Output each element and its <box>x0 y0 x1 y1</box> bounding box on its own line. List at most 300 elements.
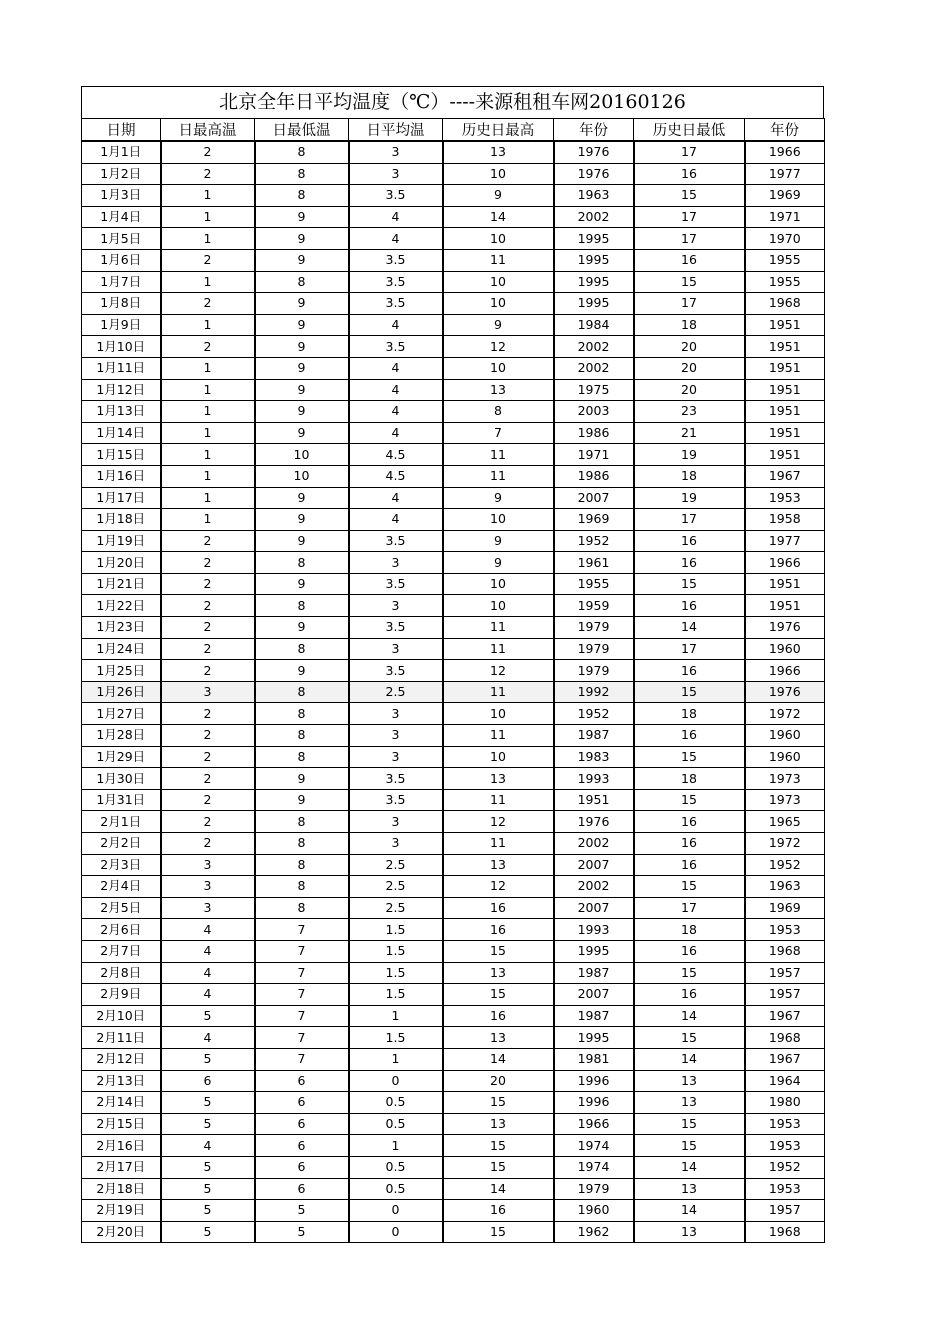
record-high-year-cell: 1975 <box>554 379 634 401</box>
table-row <box>82 336 825 358</box>
record-low-year-cell: 1968 <box>745 940 825 962</box>
daily-high-cell: 5 <box>161 1092 255 1114</box>
date-cell: 2月1日 <box>82 811 161 833</box>
date-cell: 2月16日 <box>82 1135 161 1157</box>
record-low-cell: 15 <box>634 1113 745 1135</box>
record-low-year-cell: 1955 <box>745 271 825 293</box>
daily-high-cell: 1 <box>161 509 255 531</box>
date-cell: 1月9日 <box>82 314 161 336</box>
daily-low-cell: 8 <box>255 703 349 725</box>
daily-high-cell: 5 <box>161 1005 255 1027</box>
date-cell: 2月6日 <box>82 919 161 941</box>
record-high-cell: 13 <box>443 962 554 984</box>
record-high-cell: 14 <box>443 206 554 228</box>
table-body <box>82 141 825 1243</box>
date-cell: 2月14日 <box>82 1092 161 1114</box>
record-high-cell: 11 <box>443 789 554 811</box>
record-high-cell: 11 <box>443 465 554 487</box>
table-row <box>82 1200 825 1222</box>
date-cell: 1月28日 <box>82 725 161 747</box>
record-low-cell: 16 <box>634 249 745 271</box>
date-cell: 2月20日 <box>82 1221 161 1243</box>
daily-average-cell: 3 <box>349 141 443 163</box>
date-cell: 2月15日 <box>82 1113 161 1135</box>
daily-high-cell: 5 <box>161 1200 255 1222</box>
record-low-cell: 15 <box>634 185 745 207</box>
date-cell: 2月2日 <box>82 833 161 855</box>
record-high-year-cell: 1984 <box>554 314 634 336</box>
record-high-year-cell: 1983 <box>554 746 634 768</box>
record-high-cell: 10 <box>443 595 554 617</box>
record-high-year-cell: 1962 <box>554 1221 634 1243</box>
daily-average-cell: 4 <box>349 314 443 336</box>
record-high-cell: 11 <box>443 725 554 747</box>
table-row <box>82 746 825 768</box>
record-low-cell: 16 <box>634 530 745 552</box>
record-low-year-cell: 1952 <box>745 1156 825 1178</box>
record-low-year-cell: 1951 <box>745 444 825 466</box>
daily-low-cell: 8 <box>255 876 349 898</box>
daily-high-cell: 2 <box>161 725 255 747</box>
table-row <box>82 271 825 293</box>
daily-low-cell: 9 <box>255 530 349 552</box>
table-row <box>82 228 825 250</box>
date-cell: 2月3日 <box>82 854 161 876</box>
daily-average-cell: 3 <box>349 163 443 185</box>
daily-high-cell: 4 <box>161 940 255 962</box>
daily-low-cell: 8 <box>255 595 349 617</box>
record-high-year-cell: 1995 <box>554 249 634 271</box>
daily-average-cell: 3.5 <box>349 185 443 207</box>
record-high-year-cell: 1976 <box>554 141 634 163</box>
daily-average-cell: 3.5 <box>349 530 443 552</box>
date-cell: 2月8日 <box>82 962 161 984</box>
daily-high-cell: 2 <box>161 638 255 660</box>
daily-high-cell: 5 <box>161 1178 255 1200</box>
table-row <box>82 681 825 703</box>
daily-average-cell: 1.5 <box>349 919 443 941</box>
temperature-table <box>81 118 825 1243</box>
date-cell: 2月4日 <box>82 876 161 898</box>
table-row <box>82 617 825 639</box>
daily-high-cell: 3 <box>161 681 255 703</box>
record-low-cell: 17 <box>634 509 745 531</box>
record-high-cell: 12 <box>443 811 554 833</box>
record-low-year-cell: 1955 <box>745 249 825 271</box>
table-row <box>82 940 825 962</box>
record-high-year-cell: 1987 <box>554 1005 634 1027</box>
record-high-year-cell: 1993 <box>554 919 634 941</box>
date-cell: 1月6日 <box>82 249 161 271</box>
daily-high-cell: 2 <box>161 789 255 811</box>
record-low-cell: 15 <box>634 1135 745 1157</box>
record-high-cell: 10 <box>443 357 554 379</box>
record-high-year-cell: 1966 <box>554 1113 634 1135</box>
daily-high-cell: 3 <box>161 876 255 898</box>
record-low-year-cell: 1976 <box>745 681 825 703</box>
header-daily-low: 日最低温 <box>255 119 349 142</box>
daily-average-cell: 4 <box>349 206 443 228</box>
daily-high-cell: 1 <box>161 487 255 509</box>
daily-average-cell: 3.5 <box>349 573 443 595</box>
record-low-cell: 15 <box>634 271 745 293</box>
record-low-year-cell: 1976 <box>745 617 825 639</box>
record-low-year-cell: 1966 <box>745 552 825 574</box>
daily-average-cell: 4 <box>349 379 443 401</box>
daily-high-cell: 2 <box>161 768 255 790</box>
record-low-cell: 15 <box>634 789 745 811</box>
daily-high-cell: 4 <box>161 1135 255 1157</box>
record-high-year-cell: 1995 <box>554 1027 634 1049</box>
record-high-cell: 16 <box>443 1200 554 1222</box>
record-low-cell: 16 <box>634 854 745 876</box>
table-row <box>82 422 825 444</box>
record-high-year-cell: 1969 <box>554 509 634 531</box>
record-low-year-cell: 1963 <box>745 876 825 898</box>
record-low-cell: 15 <box>634 681 745 703</box>
record-high-year-cell: 1995 <box>554 293 634 315</box>
record-high-cell: 15 <box>443 984 554 1006</box>
record-high-year-cell: 1986 <box>554 422 634 444</box>
daily-average-cell: 2.5 <box>349 854 443 876</box>
record-high-cell: 11 <box>443 617 554 639</box>
date-cell: 1月24日 <box>82 638 161 660</box>
daily-high-cell: 2 <box>161 530 255 552</box>
daily-high-cell: 2 <box>161 746 255 768</box>
table-row <box>82 206 825 228</box>
daily-average-cell: 3 <box>349 638 443 660</box>
record-high-cell: 10 <box>443 573 554 595</box>
date-cell: 2月19日 <box>82 1200 161 1222</box>
table-row <box>82 1005 825 1027</box>
date-cell: 1月12日 <box>82 379 161 401</box>
header-record-high: 历史日最高 <box>443 119 554 142</box>
date-cell: 2月7日 <box>82 940 161 962</box>
daily-high-cell: 4 <box>161 984 255 1006</box>
record-low-cell: 14 <box>634 1200 745 1222</box>
daily-low-cell: 8 <box>255 833 349 855</box>
record-low-cell: 16 <box>634 163 745 185</box>
record-low-year-cell: 1957 <box>745 962 825 984</box>
record-low-year-cell: 1953 <box>745 1178 825 1200</box>
record-high-cell: 13 <box>443 1113 554 1135</box>
daily-high-cell: 1 <box>161 185 255 207</box>
record-high-cell: 10 <box>443 746 554 768</box>
record-low-year-cell: 1958 <box>745 509 825 531</box>
date-cell: 2月17日 <box>82 1156 161 1178</box>
daily-high-cell: 2 <box>161 552 255 574</box>
date-cell: 1月3日 <box>82 185 161 207</box>
record-low-cell: 17 <box>634 897 745 919</box>
record-high-year-cell: 1995 <box>554 228 634 250</box>
record-low-year-cell: 1972 <box>745 833 825 855</box>
record-low-cell: 16 <box>634 811 745 833</box>
daily-low-cell: 9 <box>255 379 349 401</box>
daily-high-cell: 2 <box>161 833 255 855</box>
daily-low-cell: 6 <box>255 1156 349 1178</box>
table-row <box>82 725 825 747</box>
record-low-year-cell: 1967 <box>745 465 825 487</box>
record-low-cell: 16 <box>634 984 745 1006</box>
daily-low-cell: 7 <box>255 984 349 1006</box>
daily-high-cell: 1 <box>161 465 255 487</box>
daily-average-cell: 4 <box>349 357 443 379</box>
daily-low-cell: 8 <box>255 725 349 747</box>
daily-high-cell: 5 <box>161 1048 255 1070</box>
date-cell: 1月1日 <box>82 141 161 163</box>
record-low-year-cell: 1960 <box>745 746 825 768</box>
table-row <box>82 185 825 207</box>
record-low-year-cell: 1953 <box>745 1135 825 1157</box>
table-row <box>82 444 825 466</box>
daily-low-cell: 8 <box>255 185 349 207</box>
record-low-year-cell: 1957 <box>745 984 825 1006</box>
daily-average-cell: 4 <box>349 422 443 444</box>
table-row <box>82 897 825 919</box>
daily-low-cell: 8 <box>255 638 349 660</box>
record-high-cell: 12 <box>443 660 554 682</box>
date-cell: 1月4日 <box>82 206 161 228</box>
record-high-year-cell: 1963 <box>554 185 634 207</box>
record-high-year-cell: 1992 <box>554 681 634 703</box>
record-low-year-cell: 1966 <box>745 141 825 163</box>
date-cell: 2月13日 <box>82 1070 161 1092</box>
daily-average-cell: 3.5 <box>349 617 443 639</box>
record-low-year-cell: 1977 <box>745 163 825 185</box>
record-high-year-cell: 2002 <box>554 336 634 358</box>
record-low-cell: 19 <box>634 487 745 509</box>
record-low-year-cell: 1980 <box>745 1092 825 1114</box>
record-low-year-cell: 1957 <box>745 1200 825 1222</box>
record-low-year-cell: 1977 <box>745 530 825 552</box>
record-low-year-cell: 1969 <box>745 185 825 207</box>
record-low-year-cell: 1953 <box>745 487 825 509</box>
daily-average-cell: 3 <box>349 746 443 768</box>
date-cell: 1月19日 <box>82 530 161 552</box>
table-row <box>82 249 825 271</box>
table-row <box>82 962 825 984</box>
header-daily-high: 日最高温 <box>161 119 255 142</box>
daily-high-cell: 2 <box>161 811 255 833</box>
record-low-year-cell: 1951 <box>745 401 825 423</box>
daily-high-cell: 4 <box>161 919 255 941</box>
record-low-cell: 16 <box>634 725 745 747</box>
date-cell: 2月5日 <box>82 897 161 919</box>
date-cell: 2月18日 <box>82 1178 161 1200</box>
date-cell: 1月18日 <box>82 509 161 531</box>
record-high-cell: 16 <box>443 919 554 941</box>
table-row <box>82 163 825 185</box>
record-high-cell: 10 <box>443 163 554 185</box>
daily-low-cell: 8 <box>255 681 349 703</box>
record-low-cell: 17 <box>634 206 745 228</box>
table-row <box>82 293 825 315</box>
record-high-year-cell: 1979 <box>554 660 634 682</box>
daily-high-cell: 2 <box>161 617 255 639</box>
record-high-cell: 9 <box>443 185 554 207</box>
record-high-cell: 10 <box>443 509 554 531</box>
daily-low-cell: 8 <box>255 897 349 919</box>
record-high-cell: 15 <box>443 1092 554 1114</box>
record-low-year-cell: 1951 <box>745 314 825 336</box>
record-high-year-cell: 1995 <box>554 940 634 962</box>
table-row <box>82 401 825 423</box>
table-row <box>82 833 825 855</box>
record-high-year-cell: 1986 <box>554 465 634 487</box>
daily-average-cell: 0.5 <box>349 1113 443 1135</box>
date-cell: 1月2日 <box>82 163 161 185</box>
record-high-year-cell: 2002 <box>554 833 634 855</box>
record-high-year-cell: 2002 <box>554 206 634 228</box>
record-low-cell: 14 <box>634 1005 745 1027</box>
record-high-cell: 9 <box>443 487 554 509</box>
date-cell: 1月10日 <box>82 336 161 358</box>
table-row <box>82 1027 825 1049</box>
record-high-year-cell: 1952 <box>554 703 634 725</box>
daily-average-cell: 0 <box>349 1200 443 1222</box>
date-cell: 1月14日 <box>82 422 161 444</box>
record-low-year-cell: 1967 <box>745 1048 825 1070</box>
record-high-year-cell: 1996 <box>554 1092 634 1114</box>
record-low-year-cell: 1960 <box>745 725 825 747</box>
daily-average-cell: 3 <box>349 595 443 617</box>
date-cell: 2月11日 <box>82 1027 161 1049</box>
table-row <box>82 703 825 725</box>
daily-high-cell: 1 <box>161 444 255 466</box>
daily-low-cell: 5 <box>255 1200 349 1222</box>
daily-high-cell: 3 <box>161 854 255 876</box>
record-low-cell: 19 <box>634 444 745 466</box>
daily-high-cell: 3 <box>161 897 255 919</box>
record-high-cell: 16 <box>443 1005 554 1027</box>
record-low-year-cell: 1951 <box>745 357 825 379</box>
daily-average-cell: 3.5 <box>349 293 443 315</box>
record-high-cell: 13 <box>443 141 554 163</box>
daily-high-cell: 2 <box>161 249 255 271</box>
header-row <box>82 119 825 142</box>
date-cell: 1月5日 <box>82 228 161 250</box>
table-row <box>82 768 825 790</box>
daily-low-cell: 6 <box>255 1178 349 1200</box>
date-cell: 1月17日 <box>82 487 161 509</box>
daily-average-cell: 4.5 <box>349 465 443 487</box>
daily-low-cell: 7 <box>255 1027 349 1049</box>
record-low-year-cell: 1953 <box>745 919 825 941</box>
record-low-year-cell: 1951 <box>745 422 825 444</box>
record-high-year-cell: 2007 <box>554 487 634 509</box>
daily-low-cell: 7 <box>255 940 349 962</box>
daily-average-cell: 3 <box>349 552 443 574</box>
daily-low-cell: 9 <box>255 768 349 790</box>
record-high-cell: 7 <box>443 422 554 444</box>
daily-low-cell: 6 <box>255 1113 349 1135</box>
record-low-cell: 15 <box>634 573 745 595</box>
daily-low-cell: 9 <box>255 422 349 444</box>
daily-average-cell: 1 <box>349 1135 443 1157</box>
record-low-year-cell: 1966 <box>745 660 825 682</box>
date-cell: 1月21日 <box>82 573 161 595</box>
daily-average-cell: 0.5 <box>349 1156 443 1178</box>
daily-high-cell: 1 <box>161 228 255 250</box>
daily-average-cell: 3 <box>349 703 443 725</box>
record-high-cell: 9 <box>443 552 554 574</box>
record-high-cell: 13 <box>443 854 554 876</box>
record-high-cell: 16 <box>443 897 554 919</box>
daily-low-cell: 7 <box>255 962 349 984</box>
daily-average-cell: 4.5 <box>349 444 443 466</box>
daily-high-cell: 5 <box>161 1113 255 1135</box>
table-row <box>82 984 825 1006</box>
record-high-year-cell: 1976 <box>554 163 634 185</box>
daily-low-cell: 7 <box>255 1005 349 1027</box>
daily-low-cell: 10 <box>255 444 349 466</box>
sheet-title: 北京全年日平均温度（℃）----来源租租车网20160126 <box>81 86 824 118</box>
spreadsheet <box>81 86 824 1243</box>
record-low-year-cell: 1953 <box>745 1113 825 1135</box>
daily-low-cell: 8 <box>255 271 349 293</box>
record-high-cell: 10 <box>443 293 554 315</box>
daily-low-cell: 6 <box>255 1070 349 1092</box>
record-low-cell: 16 <box>634 552 745 574</box>
daily-low-cell: 9 <box>255 617 349 639</box>
daily-low-cell: 9 <box>255 509 349 531</box>
daily-high-cell: 6 <box>161 1070 255 1092</box>
daily-high-cell: 1 <box>161 401 255 423</box>
date-cell: 1月29日 <box>82 746 161 768</box>
table-row <box>82 1135 825 1157</box>
date-cell: 1月20日 <box>82 552 161 574</box>
table-row <box>82 595 825 617</box>
daily-average-cell: 1.5 <box>349 962 443 984</box>
record-low-cell: 23 <box>634 401 745 423</box>
record-high-year-cell: 1987 <box>554 725 634 747</box>
daily-high-cell: 5 <box>161 1156 255 1178</box>
record-high-cell: 15 <box>443 1135 554 1157</box>
record-low-year-cell: 1972 <box>745 703 825 725</box>
daily-low-cell: 9 <box>255 660 349 682</box>
record-low-cell: 16 <box>634 595 745 617</box>
table-row <box>82 1070 825 1092</box>
table-row <box>82 1156 825 1178</box>
daily-average-cell: 3.5 <box>349 789 443 811</box>
table-row <box>82 552 825 574</box>
record-high-year-cell: 1951 <box>554 789 634 811</box>
daily-low-cell: 9 <box>255 336 349 358</box>
record-high-cell: 15 <box>443 1156 554 1178</box>
record-low-cell: 17 <box>634 638 745 660</box>
record-high-cell: 11 <box>443 681 554 703</box>
daily-low-cell: 8 <box>255 163 349 185</box>
date-cell: 2月10日 <box>82 1005 161 1027</box>
record-high-cell: 11 <box>443 444 554 466</box>
record-high-cell: 10 <box>443 703 554 725</box>
record-high-year-cell: 1976 <box>554 811 634 833</box>
record-high-year-cell: 1979 <box>554 638 634 660</box>
record-low-cell: 13 <box>634 1092 745 1114</box>
record-low-cell: 18 <box>634 465 745 487</box>
record-low-cell: 18 <box>634 768 745 790</box>
date-cell: 1月7日 <box>82 271 161 293</box>
daily-average-cell: 3.5 <box>349 249 443 271</box>
date-cell: 1月25日 <box>82 660 161 682</box>
header-record-low: 历史日最低 <box>634 119 745 142</box>
daily-high-cell: 1 <box>161 357 255 379</box>
record-high-year-cell: 2007 <box>554 984 634 1006</box>
daily-low-cell: 7 <box>255 1048 349 1070</box>
date-cell: 1月26日 <box>82 681 161 703</box>
record-high-year-cell: 1971 <box>554 444 634 466</box>
record-high-year-cell: 2003 <box>554 401 634 423</box>
